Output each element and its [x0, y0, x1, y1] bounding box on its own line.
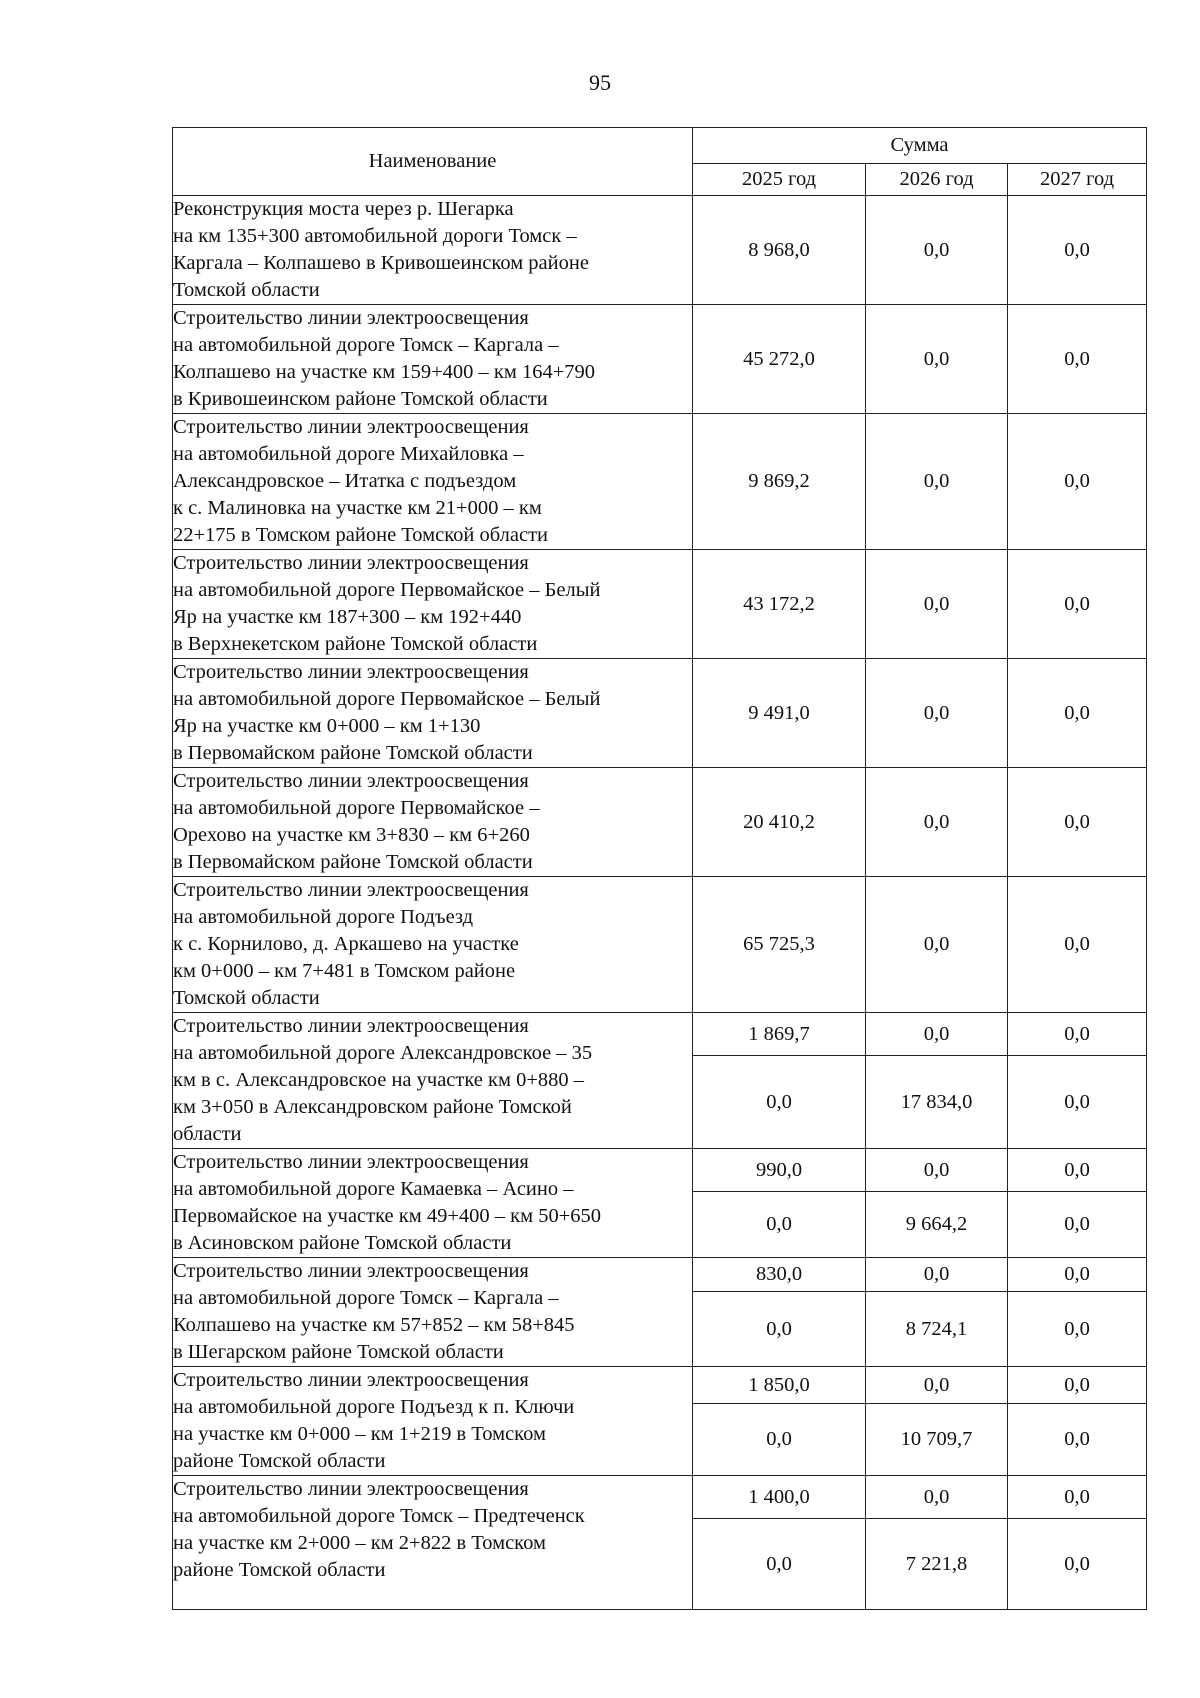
amount-cell-2027: 0,0 — [1008, 1404, 1147, 1476]
row-name-line: на автомобильной дороге Михайловка – — [173, 443, 524, 465]
row-name-line: Строительство линии электроосвещения — [173, 661, 529, 683]
row-name-line: 22+175 в Томском районе Томской области — [173, 524, 548, 546]
amount-cell-2026: 0,0 — [866, 659, 1008, 768]
row-name-line: в Шегарском районе Томской области — [173, 1341, 504, 1363]
amount-cell-2026: 0,0 — [866, 1367, 1008, 1404]
row-name-line: Строительство линии электроосвещения — [173, 552, 529, 574]
amount-cell-2027: 0,0 — [1008, 1519, 1147, 1610]
table-row — [173, 659, 1147, 768]
row-name-line: Реконструкция моста через р. Шегарка — [173, 198, 514, 220]
row-name-line: в Кривошеинском районе Томской области — [173, 388, 548, 410]
table-row — [173, 877, 1147, 1013]
amount-cell-2027: 0,0 — [1008, 659, 1147, 768]
row-name-line: Томской области — [173, 987, 320, 1009]
amount-cell-2027: 0,0 — [1008, 1476, 1147, 1519]
row-name-cell — [173, 305, 693, 414]
amount-cell-2026: 17 834,0 — [866, 1056, 1008, 1149]
row-name-line: на автомобильной дороге Первомайское – — [173, 797, 540, 819]
table-row — [173, 1367, 1147, 1404]
row-name-line: в Первомайском районе Томской области — [173, 851, 533, 873]
row-name-line: на автомобильной дороге Подъезд — [173, 906, 474, 928]
row-name-line: к с. Корнилово, д. Аркашево на участке — [173, 933, 519, 955]
row-name-line: Строительство линии электроосвещения — [173, 1369, 529, 1391]
row-name-line: Первомайское на участке км 49+400 – км 50+650 — [173, 1205, 602, 1227]
row-name-line: Александровское – Итатка с подъездом — [173, 470, 517, 492]
row-name-cell — [173, 659, 693, 768]
table-row — [173, 768, 1147, 877]
amount-cell-2027: 0,0 — [1008, 1056, 1147, 1149]
amount-cell-2026: 0,0 — [866, 196, 1008, 305]
row-name-line: Яр на участке км 187+300 – км 192+440 — [173, 606, 522, 628]
table-row — [173, 1013, 1147, 1056]
column-header-year-2026: 2026 год — [866, 164, 1008, 196]
row-name-cell — [173, 877, 693, 1013]
row-name-line: на автомобильной дороге Томск – Каргала – — [173, 334, 559, 356]
row-name-line: км 3+050 в Александровском районе Томской — [173, 1096, 572, 1118]
row-name-cell — [173, 1258, 693, 1367]
row-name-line: Строительство линии электроосвещения — [173, 1015, 529, 1037]
table-row — [173, 414, 1147, 550]
table-row — [173, 550, 1147, 659]
amount-cell-2027: 0,0 — [1008, 1292, 1147, 1367]
budget-table — [172, 127, 1147, 1610]
row-name-line: районе Томской области — [173, 1450, 386, 1472]
row-name-cell — [173, 768, 693, 877]
row-name-line: Колпашево на участке км 57+852 – км 58+845 — [173, 1314, 575, 1336]
amount-cell-2025: 0,0 — [693, 1056, 866, 1149]
amount-cell-2027: 0,0 — [1008, 1258, 1147, 1292]
amount-cell-2025: 9 869,2 — [693, 414, 866, 550]
amount-cell-2027: 0,0 — [1008, 550, 1147, 659]
column-header-sum: Сумма — [693, 128, 1147, 164]
amount-cell-2026: 0,0 — [866, 877, 1008, 1013]
row-name-line: районе Томской области — [173, 1559, 386, 1581]
row-name-line: Строительство линии электроосвещения — [173, 1260, 529, 1282]
amount-cell-2026: 7 221,8 — [866, 1519, 1008, 1610]
amount-cell-2025: 1 400,0 — [693, 1476, 866, 1519]
table-row — [173, 1149, 1147, 1192]
amount-cell-2026: 0,0 — [866, 414, 1008, 550]
row-name-line: Строительство линии электроосвещения — [173, 879, 529, 901]
amount-cell-2025: 0,0 — [693, 1519, 866, 1610]
row-name-line: Строительство линии электроосвещения — [173, 1478, 529, 1500]
amount-cell-2025: 65 725,3 — [693, 877, 866, 1013]
amount-cell-2027: 0,0 — [1008, 1192, 1147, 1258]
amount-cell-2026: 0,0 — [866, 1149, 1008, 1192]
row-name-line: на автомобильной дороге Первомайское – Белый — [173, 688, 601, 710]
amount-cell-2026: 0,0 — [866, 1476, 1008, 1519]
header-row-1 — [173, 128, 1147, 164]
column-header-year-2025: 2025 год — [693, 164, 866, 196]
amount-cell-2026: 8 724,1 — [866, 1292, 1008, 1367]
table-body — [173, 196, 1147, 1610]
row-name-line: Колпашево на участке км 159+400 – км 164+790 — [173, 361, 596, 383]
row-name-line: Яр на участке км 0+000 – км 1+130 — [173, 715, 481, 737]
row-name-line: на автомобильной дороге Томск – Предтеченск — [173, 1505, 585, 1527]
amount-cell-2026: 0,0 — [866, 768, 1008, 877]
table-row — [173, 1476, 1147, 1519]
amount-cell-2026: 0,0 — [866, 1013, 1008, 1056]
table-row — [173, 305, 1147, 414]
row-name-cell — [173, 196, 693, 305]
row-name-line: на участке км 0+000 – км 1+219 в Томском — [173, 1423, 546, 1445]
amount-cell-2025: 43 172,2 — [693, 550, 866, 659]
row-name-line: на автомобильной дороге Подъезд к п. Ключи — [173, 1396, 575, 1418]
row-name-line: на автомобильной дороге Первомайское – Белый — [173, 579, 601, 601]
row-name-line: в Первомайском районе Томской области — [173, 742, 533, 764]
amount-cell-2026: 0,0 — [866, 1258, 1008, 1292]
row-name-line: на автомобильной дороге Александровское – 35 — [173, 1042, 593, 1064]
amount-cell-2025: 830,0 — [693, 1258, 866, 1292]
row-name-line: в Верхнекетском районе Томской области — [173, 633, 538, 655]
row-name-cell — [173, 550, 693, 659]
amount-cell-2027: 0,0 — [1008, 196, 1147, 305]
amount-cell-2025: 20 410,2 — [693, 768, 866, 877]
amount-cell-2025: 990,0 — [693, 1149, 866, 1192]
amount-cell-2025: 0,0 — [693, 1292, 866, 1367]
amount-cell-2027: 0,0 — [1008, 414, 1147, 550]
row-name-line: области — [173, 1123, 242, 1145]
amount-cell-2027: 0,0 — [1008, 768, 1147, 877]
row-name-cell — [173, 1149, 693, 1258]
row-name-cell — [173, 1476, 693, 1610]
row-name-line: Строительство линии электроосвещения — [173, 770, 529, 792]
row-name-line: Строительство линии электроосвещения — [173, 416, 529, 438]
amount-cell-2026: 0,0 — [866, 305, 1008, 414]
row-name-line: Строительство линии электроосвещения — [173, 1151, 529, 1173]
row-name-line: Строительство линии электроосвещения — [173, 307, 529, 329]
row-name-line: Орехово на участке км 3+830 – км 6+260 — [173, 824, 530, 846]
row-name-line: на автомобильной дороге Томск – Каргала – — [173, 1287, 559, 1309]
row-name-line: км 0+000 – км 7+481 в Томском районе — [173, 960, 516, 982]
table-row — [173, 196, 1147, 305]
row-name-line: к с. Малиновка на участке км 21+000 – км — [173, 497, 542, 519]
table-row — [173, 1258, 1147, 1292]
row-name-cell — [173, 1013, 693, 1149]
amount-cell-2025: 9 491,0 — [693, 659, 866, 768]
amount-cell-2027: 0,0 — [1008, 1367, 1147, 1404]
amount-cell-2027: 0,0 — [1008, 305, 1147, 414]
row-name-line: на км 135+300 автомобильной дороги Томск – — [173, 225, 577, 247]
column-header-year-2027: 2027 год — [1008, 164, 1147, 196]
amount-cell-2025: 1 869,7 — [693, 1013, 866, 1056]
row-name-line: км в с. Александровское на участке км 0+880 – — [173, 1069, 585, 1091]
amount-cell-2025: 0,0 — [693, 1192, 866, 1258]
amount-cell-2027: 0,0 — [1008, 1149, 1147, 1192]
row-name-line: Каргала – Колпашево в Кривошеинском районе — [173, 252, 589, 274]
amount-cell-2025: 8 968,0 — [693, 196, 866, 305]
row-name-cell — [173, 414, 693, 550]
row-name-line: в Асиновском районе Томской области — [173, 1232, 512, 1254]
amount-cell-2026: 10 709,7 — [866, 1404, 1008, 1476]
amount-cell-2026: 0,0 — [866, 550, 1008, 659]
amount-cell-2027: 0,0 — [1008, 877, 1147, 1013]
amount-cell-2025: 1 850,0 — [693, 1367, 866, 1404]
amount-cell-2025: 0,0 — [693, 1404, 866, 1476]
amount-cell-2027: 0,0 — [1008, 1013, 1147, 1056]
row-name-line: на автомобильной дороге Камаевка – Асино – — [173, 1178, 574, 1200]
row-name-line: на участке км 2+000 – км 2+822 в Томском — [173, 1532, 546, 1554]
row-name-line: Томской области — [173, 279, 320, 301]
page-number: 95 — [589, 70, 611, 95]
amount-cell-2025: 45 272,0 — [693, 305, 866, 414]
amount-cell-2026: 9 664,2 — [866, 1192, 1008, 1258]
row-name-cell — [173, 1367, 693, 1476]
column-header-name: Наименование — [173, 128, 693, 196]
